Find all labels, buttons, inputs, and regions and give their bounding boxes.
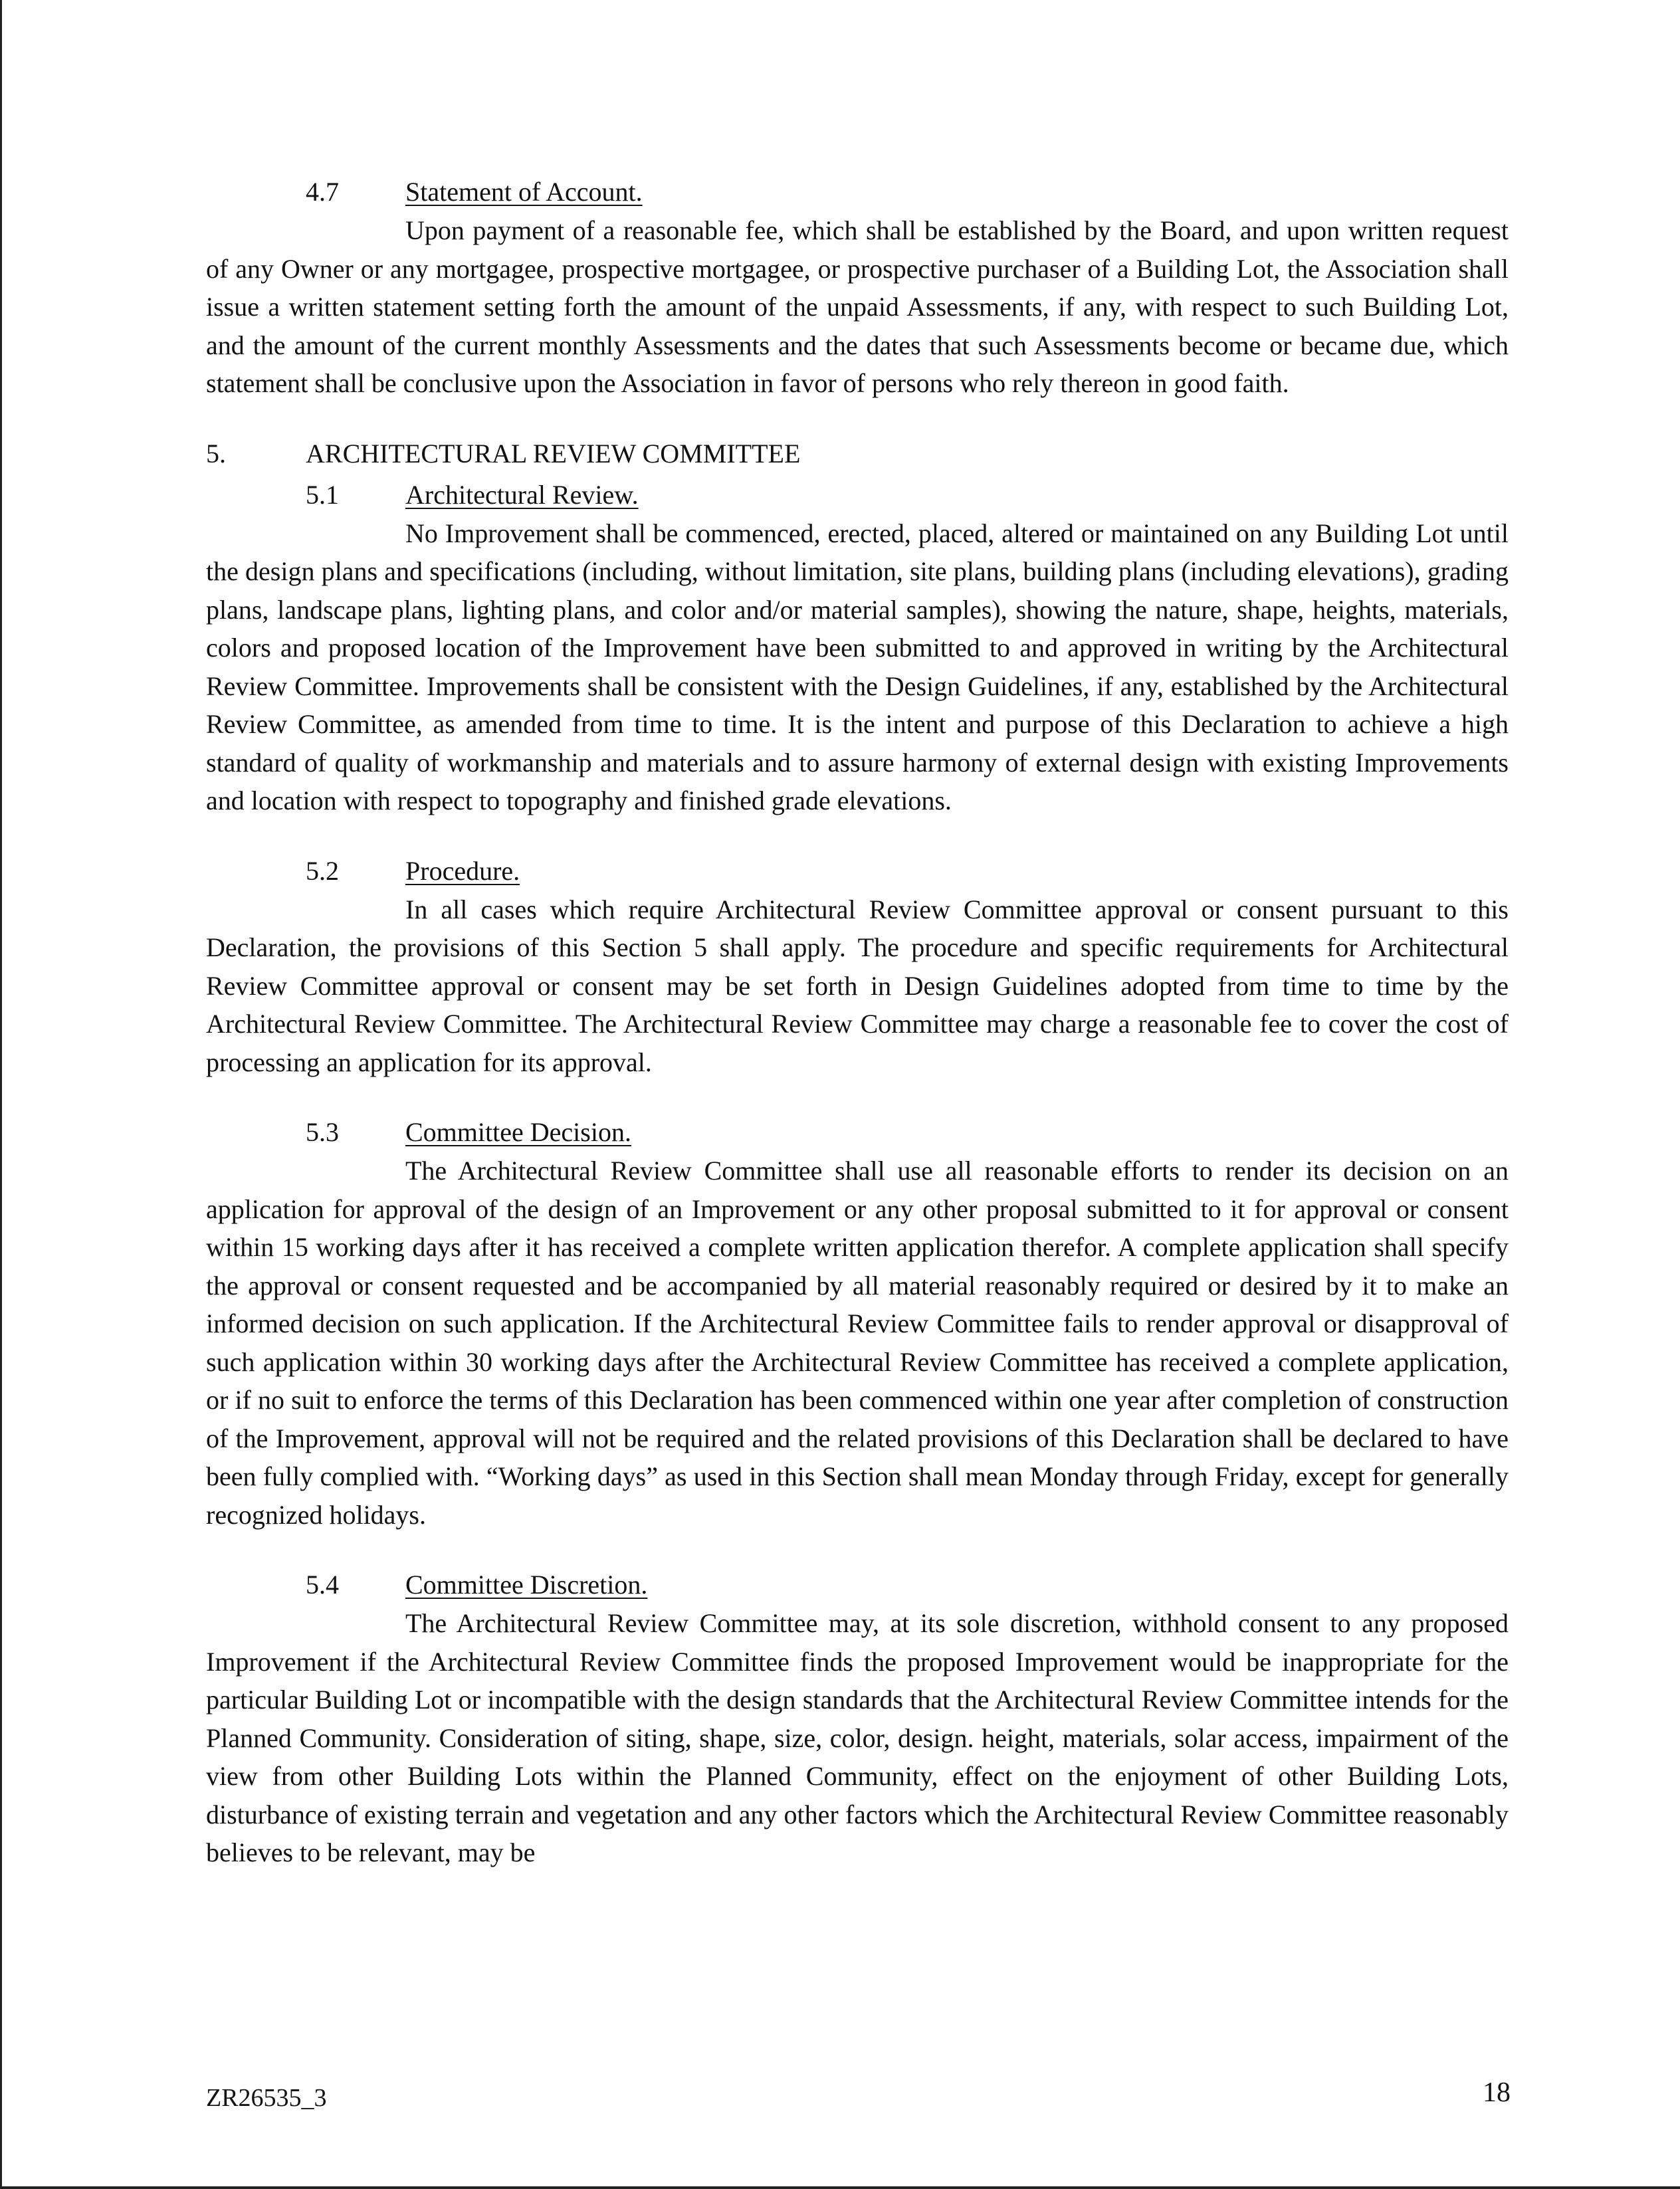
footer-page-number: 18 (1483, 2077, 1511, 2108)
section-title: Statement of Account. (405, 177, 643, 207)
section-body-5-4: The Architectural Review Committee may, at its sole discretion, withhold consent to any proposed Improvement if the Architectural Review Committee finds the proposed Improvement would be inappropriate for the particular Building Lot or incompatible with the design standards that the Architectural Review Committee intends for the Planned Community. Consideration of siting, shape, size, color, design. height, materials, solar access, impairment of the view from other Building Lots within the Planned Community, effect on the enjoyment of other Building Lots, disturbance of existing terrain and vegetation and any other factors which the Architectural Review Committee reasonably believes to be relevant, may be (206, 1608, 1509, 1867)
scan-edge-left (0, 0, 2, 2189)
section-heading-5-3 (206, 1113, 1509, 1152)
section-heading-5-1 (206, 476, 1509, 514)
section-number: 5.3 (306, 1117, 339, 1147)
section-number: 4.7 (306, 177, 339, 207)
section-title: Procedure. (405, 855, 520, 886)
article-title: ARCHITECTURAL REVIEW COMMITTEE (306, 438, 801, 469)
section-number: 5.2 (306, 855, 339, 886)
section-body-4-7: Upon payment of a reasonable fee, which shall be established by the Board, and upon written request of any Owner or any mortgagee, prospective mortgagee, or prospective purchaser of a Building Lot, the Association shall issue a written statement setting forth the amount of the unpaid Assessments, if any, with respect to such Building Lot, and the amount of the current monthly Assessments and the dates that such Assessments become or became due, which statement shall be conclusive upon the Association in favor of persons who rely thereon in good faith. (206, 215, 1509, 398)
section-number: 5.1 (306, 479, 339, 510)
section-heading-5-4 (206, 1566, 1509, 1604)
document-page (206, 173, 1509, 1872)
section-number: 5.4 (306, 1570, 339, 1600)
article-number: 5. (206, 438, 226, 469)
section-body-5-1: No Improvement shall be commenced, erected, placed, altered or maintained on any Building Lot until the design plans and specifications (including, without limitation, site plans, building plans (including elevations), grading plans, landscape plans, lighting plans, and color and/or material samples), showing the nature, shape, heights, materials, colors and proposed location of the Improvement have been submitted to and approved in writing by the Architectural Review Committee. Improvements shall be consistent with the Design Guidelines, if any, established by the Architectural Review Committee, as amended from time to time. It is the intent and purpose of this Declaration to achieve a high standard of quality of workmanship and materials and to assure harmony of external design with existing Improvements and location with respect to topography and finished grade elevations. (206, 518, 1509, 815)
scan-edge-bottom (0, 2186, 1680, 2189)
section-title: Architectural Review. (405, 479, 639, 510)
section-heading-5-2 (206, 852, 1509, 890)
footer-doc-id: ZR26535_3 (206, 2084, 327, 2112)
section-body-5-3: The Architectural Review Committee shall use all reasonable efforts to render its decision on an application for approval of the design of an Improvement or any other proposal submitted to it for approval or consent within 15 working days after it has received a complete written application therefor. A complete application shall specify the approval or consent requested and be accompanied by all material reasonably required or desired by it to make an informed decision on such application. If the Architectural Review Committee fails to render approval or disapproval of such application within 30 working days after the Architectural Review Committee has received a complete application, or if no suit to enforce the terms of this Declaration has been commenced within one year after completion of construction of the Improvement, approval will not be required and the related provisions of this Declaration shall be declared to have been fully complied with. “Working days” as used in this Section shall mean Monday through Friday, except for generally recognized holidays. (206, 1156, 1509, 1530)
section-body-5-2: In all cases which require Architectural Review Committee approval or consent pursuant to this Declaration, the provisions of this Section 5 shall apply. The procedure and specific requirements for Architectural Review Committee approval or consent may be set forth in Design Guidelines adopted from time to time by the Architectural Review Committee. The Architectural Review Committee may charge a reasonable fee to cover the cost of processing an application for its approval. (206, 894, 1509, 1077)
article-heading-5 (206, 435, 1509, 473)
section-title: Committee Discretion. (405, 1570, 648, 1600)
section-heading-4-7 (206, 173, 1509, 211)
section-title: Committee Decision. (405, 1117, 631, 1147)
